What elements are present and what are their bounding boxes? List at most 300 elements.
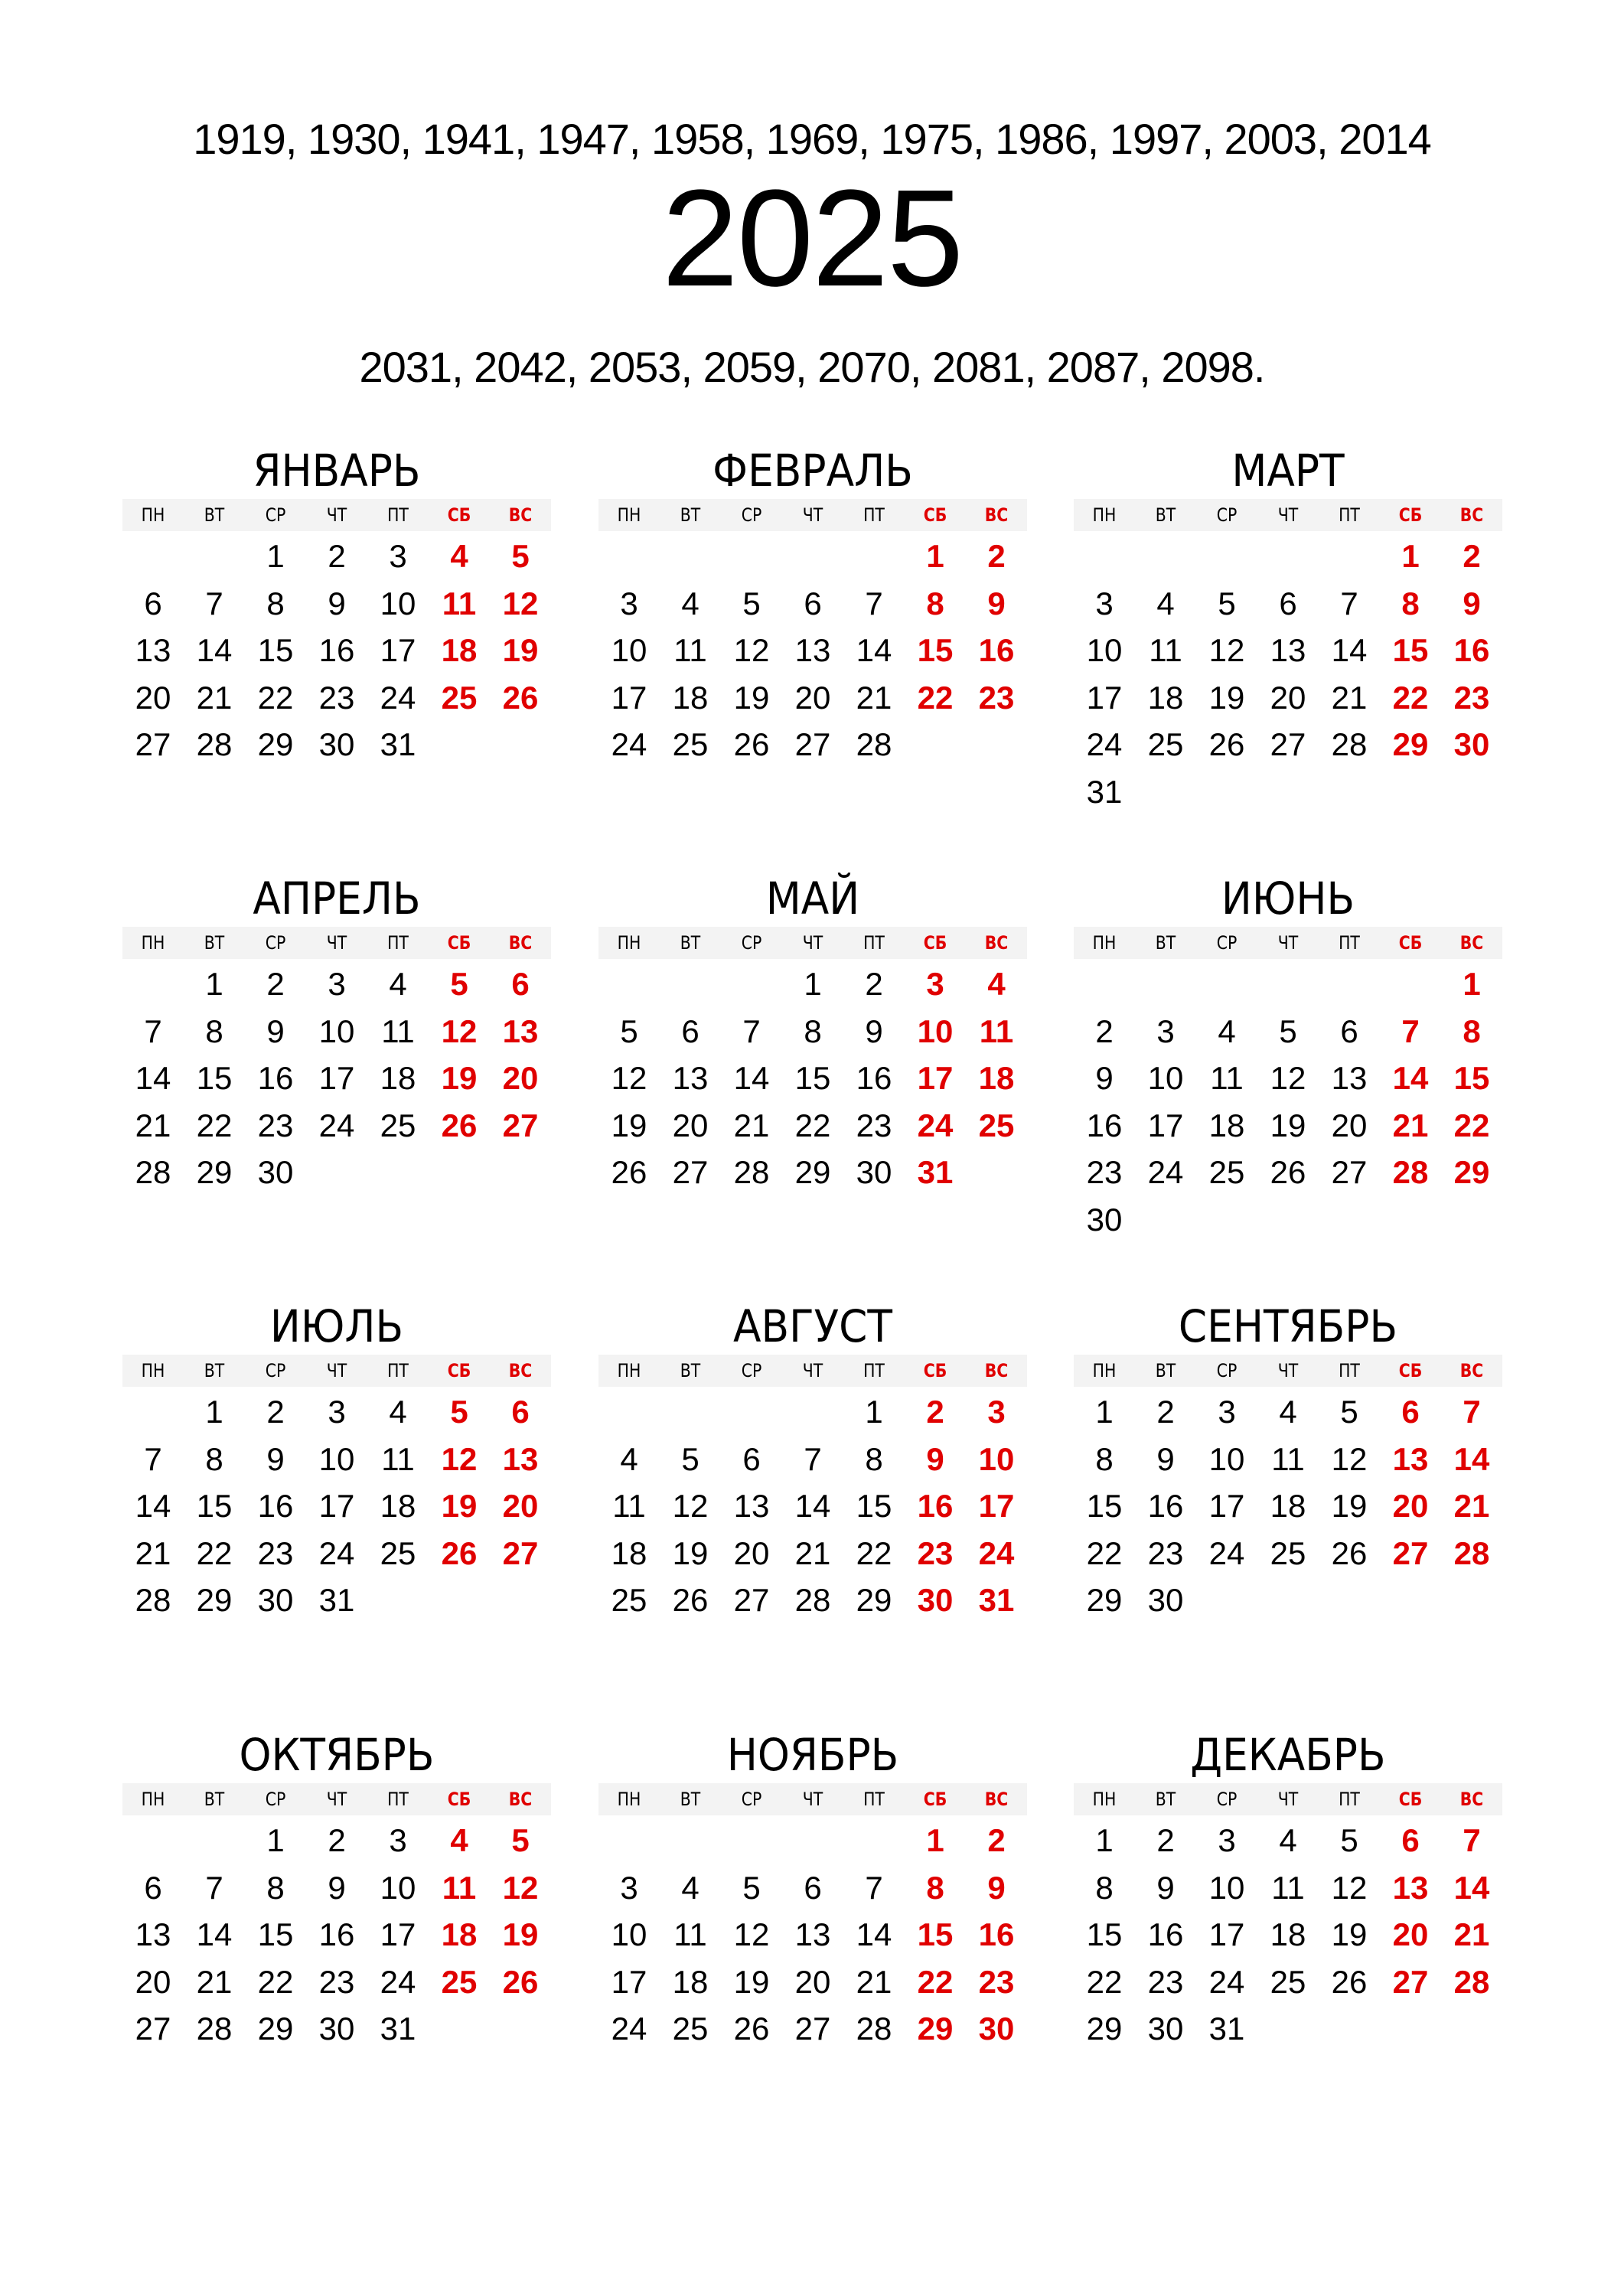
day-cell: 14 [135,1060,171,1096]
weekday-label: ВС [984,932,1009,954]
day-cell: 3 [389,1822,407,1858]
weekend-day-cell: 3 [926,966,944,1002]
weekend-day-cell: 10 [978,1440,1015,1477]
weekend-day-cell: 24 [917,1107,954,1143]
weekday-label: СБ [1398,1789,1423,1810]
weekend-day-cell: 11 [442,585,477,621]
day-cell: 26 [611,1154,647,1190]
month-block [122,1728,551,2053]
empty-day-cell [782,1388,843,1436]
day-cell: 6 [742,1440,761,1477]
weekday-label: ВС [1459,504,1484,526]
day-cell: 25 [380,1534,416,1571]
day-cell: 20 [135,1963,171,2000]
day-grid [122,533,551,768]
day-cell: 1 [1095,1822,1114,1858]
weekend-day-cell: 28 [1392,1154,1429,1190]
day-cell: 3 [389,538,407,574]
day-cell: 18 [380,1060,416,1096]
empty-day-cell [184,1817,245,1864]
day-cell: 6 [1340,1013,1358,1049]
day-cell: 28 [794,1582,831,1618]
day-cell: 2 [1156,1394,1175,1430]
day-cell: 22 [196,1534,233,1571]
weekday-label: СБ [1398,1360,1423,1381]
weekday-label: ЧТ [326,1360,347,1381]
day-cell: 3 [328,1394,346,1430]
weekend-day-cell: 17 [917,1060,954,1096]
day-cell: 26 [672,1582,709,1618]
weekday-label: ПТ [1339,932,1360,954]
day-cell: 31 [1086,773,1123,810]
weekend-day-cell: 1 [926,538,944,574]
weekday-header [1074,499,1502,531]
day-cell: 5 [1218,585,1236,621]
day-cell: 23 [318,1963,355,2000]
day-cell: 13 [794,632,831,668]
day-cell: 16 [318,632,355,668]
weekend-day-cell: 6 [1401,1822,1420,1858]
day-cell: 1 [205,1394,223,1430]
day-cell: 21 [856,1963,892,2000]
weekday-label: ВТ [1155,504,1176,526]
month-title: ФЕВРАЛЬ [713,445,913,497]
day-cell: 7 [144,1013,162,1049]
day-cell: 24 [611,726,647,762]
weekend-day-cell: 30 [978,2011,1015,2047]
weekday-header [598,927,1027,959]
weekday-label: ПН [617,504,641,526]
day-cell: 7 [1340,585,1358,621]
day-cell: 10 [611,632,647,668]
day-cell: 30 [1147,2011,1184,2047]
day-cell: 22 [257,679,294,716]
weekend-day-cell: 9 [926,1440,944,1477]
weekend-day-cell: 6 [511,966,530,1002]
day-cell: 23 [1147,1534,1184,1571]
day-cell: 18 [1208,1107,1245,1143]
day-cell: 5 [681,1440,699,1477]
day-cell: 18 [1147,679,1184,716]
month-block [598,1728,1027,2053]
weekend-day-cell: 7 [1463,1822,1481,1858]
weekday-label: ВТ [1155,1360,1176,1381]
day-cell: 10 [1147,1060,1184,1096]
day-cell: 20 [794,1963,831,2000]
day-cell: 14 [733,1060,770,1096]
weekday-label: СР [265,932,286,954]
day-cell: 18 [611,1534,647,1571]
day-cell: 4 [1279,1394,1297,1430]
day-cell: 5 [1340,1822,1358,1858]
weekend-day-cell: 25 [978,1107,1015,1143]
weekday-label: ПТ [863,1360,885,1381]
empty-day-cell [843,533,905,580]
empty-day-cell [660,960,721,1008]
weekday-label: ВТ [204,1360,225,1381]
weekend-day-cell: 15 [1392,632,1429,668]
weekend-day-cell: 12 [441,1013,478,1049]
day-cell: 6 [681,1013,699,1049]
weekend-day-cell: 21 [1453,1488,1490,1524]
weekend-day-cell: 26 [441,1107,478,1143]
day-cell: 1 [804,966,822,1002]
weekday-label: ВТ [680,504,701,526]
day-cell: 15 [1086,1488,1123,1524]
weekday-label: ПТ [1339,504,1360,526]
day-cell: 24 [380,1963,416,2000]
weekday-label: СБ [1398,504,1423,526]
day-cell: 8 [205,1013,223,1049]
weekend-day-cell: 3 [987,1394,1006,1430]
day-cell: 13 [1331,1060,1368,1096]
month-title: МАРТ [1231,445,1345,497]
day-cell: 23 [1086,1154,1123,1190]
weekday-header [122,499,551,531]
day-cell: 24 [318,1107,355,1143]
day-cell: 27 [135,726,171,762]
weekday-label: ПТ [863,1789,885,1810]
month-block [122,872,551,1196]
weekend-day-cell: 23 [1453,679,1490,716]
weekend-day-cell: 28 [1453,1963,1490,2000]
day-cell: 12 [733,632,770,668]
weekend-day-cell: 18 [441,1916,478,1952]
month-block [122,444,551,768]
month-title: ДЕКАБРЬ [1190,1729,1386,1781]
weekday-header [598,1355,1027,1387]
weekday-label: ВС [508,1360,533,1381]
weekday-label: ЧТ [802,1360,823,1381]
day-cell: 1 [266,538,285,574]
day-cell: 28 [135,1582,171,1618]
weekday-label: СБ [447,1789,471,1810]
day-cell: 28 [135,1154,171,1190]
day-cell: 10 [318,1013,355,1049]
day-cell: 21 [196,679,233,716]
day-cell: 14 [856,1916,892,1952]
weekday-label: ПН [1092,932,1117,954]
empty-day-cell [1196,960,1257,1008]
empty-day-cell [122,960,184,1008]
day-cell: 4 [389,966,407,1002]
weekend-day-cell: 31 [978,1582,1015,1618]
day-cell: 22 [1086,1963,1123,2000]
day-cell: 13 [672,1060,709,1096]
weekend-day-cell: 15 [917,1916,954,1952]
day-cell: 28 [856,2011,892,2047]
day-cell: 7 [865,585,883,621]
day-cell: 13 [1270,632,1306,668]
weekend-day-cell: 20 [502,1488,539,1524]
day-cell: 6 [1279,585,1297,621]
day-cell: 21 [733,1107,770,1143]
weekend-day-cell: 5 [450,966,468,1002]
day-grid [1074,533,1502,815]
month-title: ОКТЯБРЬ [239,1729,435,1781]
day-cell: 23 [257,1534,294,1571]
empty-day-cell [782,533,843,580]
empty-day-cell [782,1817,843,1864]
weekday-label: ПТ [387,504,409,526]
day-cell: 19 [1208,679,1245,716]
weekend-day-cell: 2 [1463,538,1481,574]
weekend-day-cell: 27 [1392,1963,1429,2000]
day-grid [1074,1817,1502,2053]
weekend-day-cell: 8 [1401,585,1420,621]
month-block [1074,444,1502,815]
weekday-label: СБ [923,1360,947,1381]
weekend-day-cell: 28 [1453,1534,1490,1571]
month-block [1074,872,1502,1243]
weekend-day-cell: 31 [917,1154,954,1190]
day-cell: 12 [611,1060,647,1096]
day-cell: 29 [196,1582,233,1618]
empty-day-cell [598,960,660,1008]
day-cell: 19 [733,679,770,716]
weekday-label: ЧТ [1277,932,1299,954]
weekend-day-cell: 17 [978,1488,1015,1524]
day-cell: 4 [1218,1013,1236,1049]
day-grid [122,960,551,1196]
day-cell: 4 [389,1394,407,1430]
day-cell: 2 [328,538,346,574]
day-cell: 20 [135,679,171,716]
weekend-day-cell: 19 [502,1916,539,1952]
weekday-label: СР [741,932,762,954]
day-cell: 24 [1208,1534,1245,1571]
day-cell: 6 [804,585,822,621]
empty-day-cell [660,1388,721,1436]
day-cell: 15 [1086,1916,1123,1952]
weekday-header [598,499,1027,531]
weekend-day-cell: 1 [1463,966,1481,1002]
day-cell: 13 [733,1488,770,1524]
day-cell: 29 [856,1582,892,1618]
day-cell: 10 [1208,1869,1245,1906]
weekday-label: ВС [984,1360,1009,1381]
month-block [598,444,1027,768]
weekend-day-cell: 16 [1453,632,1490,668]
day-cell: 14 [1331,632,1368,668]
empty-day-cell [122,1817,184,1864]
weekday-label: ПТ [1339,1360,1360,1381]
empty-day-cell [1135,533,1196,580]
empty-day-cell [184,533,245,580]
empty-day-cell [721,1388,782,1436]
empty-day-cell [598,533,660,580]
weekday-label: ЧТ [326,504,347,526]
month-title: АВГУСТ [732,1300,893,1352]
empty-day-cell [1380,960,1441,1008]
day-cell: 17 [1147,1107,1184,1143]
day-cell: 12 [672,1488,709,1524]
weekday-label: ЧТ [1277,1789,1299,1810]
day-cell: 9 [1095,1060,1114,1096]
day-cell: 30 [257,1582,294,1618]
day-cell: 10 [318,1440,355,1477]
day-cell: 6 [144,585,162,621]
weekday-label: ПТ [387,932,409,954]
weekday-label: ПН [141,932,165,954]
day-cell: 8 [865,1440,883,1477]
day-cell: 5 [1279,1013,1297,1049]
day-cell: 8 [266,585,285,621]
day-cell: 20 [672,1107,709,1143]
day-cell: 18 [1270,1916,1306,1952]
day-grid [122,1388,551,1624]
day-cell: 21 [135,1534,171,1571]
month-block [122,1300,551,1624]
day-cell: 7 [865,1869,883,1906]
day-cell: 22 [1086,1534,1123,1571]
weekend-day-cell: 26 [441,1534,478,1571]
day-cell: 5 [742,1869,761,1906]
weekday-label: ПН [1092,504,1117,526]
day-cell: 17 [1208,1916,1245,1952]
weekend-day-cell: 23 [917,1534,954,1571]
day-cell: 16 [1147,1488,1184,1524]
empty-day-cell [843,1817,905,1864]
day-cell: 9 [865,1013,883,1049]
day-cell: 22 [794,1107,831,1143]
weekday-label: СБ [923,932,947,954]
month-block [598,872,1027,1196]
weekday-label: ПТ [863,932,885,954]
month-title: ИЮНЬ [1221,872,1355,925]
weekend-day-cell: 25 [441,679,478,716]
weekend-day-cell: 27 [502,1534,539,1571]
weekend-day-cell: 16 [978,1916,1015,1952]
weekday-label: ПН [1092,1789,1117,1810]
day-cell: 28 [196,2011,233,2047]
day-cell: 5 [620,1013,638,1049]
day-cell: 19 [1331,1488,1368,1524]
day-cell: 15 [257,1916,294,1952]
day-grid [598,1388,1027,1624]
day-cell: 12 [733,1916,770,1952]
weekday-label: СР [741,1360,762,1381]
day-cell: 28 [733,1154,770,1190]
weekend-day-cell: 18 [978,1060,1015,1096]
weekend-day-cell: 23 [978,1963,1015,2000]
day-cell: 27 [794,726,831,762]
day-cell: 8 [1095,1440,1114,1477]
day-cell: 2 [328,1822,346,1858]
day-cell: 31 [380,726,416,762]
weekend-day-cell: 12 [441,1440,478,1477]
day-cell: 6 [804,1869,822,1906]
weekday-label: ПТ [1339,1789,1360,1810]
weekday-label: СР [1216,1789,1238,1810]
weekday-label: ВС [508,504,533,526]
weekend-day-cell: 26 [502,679,539,716]
weekday-label: ВС [984,1789,1009,1810]
weekday-label: ВТ [1155,1789,1176,1810]
weekend-day-cell: 30 [1453,726,1490,762]
day-cell: 29 [257,2011,294,2047]
day-cell: 4 [681,585,699,621]
day-cell: 14 [196,1916,233,1952]
weekday-label: ПТ [387,1360,409,1381]
weekend-day-cell: 8 [1463,1013,1481,1049]
weekday-label: СБ [447,1360,471,1381]
day-cell: 25 [1270,1963,1306,2000]
day-cell: 2 [1156,1822,1175,1858]
weekend-day-cell: 5 [511,538,530,574]
weekday-label: ЧТ [326,932,347,954]
day-grid [122,1817,551,2053]
weekday-label: СР [1216,1360,1238,1381]
month-title: НОЯБРЬ [726,1729,899,1781]
weekend-day-cell: 19 [441,1060,478,1096]
weekday-label: ПН [141,1360,165,1381]
day-cell: 8 [1095,1869,1114,1906]
day-cell: 26 [1331,1534,1368,1571]
day-cell: 28 [1331,726,1368,762]
day-cell: 30 [257,1154,294,1190]
day-cell: 12 [1331,1869,1368,1906]
day-cell: 10 [611,1916,647,1952]
empty-day-cell [1074,960,1135,1008]
weekend-day-cell: 9 [1463,585,1481,621]
weekend-day-cell: 15 [1453,1060,1490,1096]
weekend-day-cell: 20 [502,1060,539,1096]
day-cell: 24 [318,1534,355,1571]
day-cell: 5 [1340,1394,1358,1430]
weekend-day-cell: 14 [1453,1440,1490,1477]
day-cell: 16 [257,1060,294,1096]
day-cell: 24 [380,679,416,716]
day-cell: 14 [135,1488,171,1524]
day-cell: 27 [794,2011,831,2047]
month-block [1074,1728,1502,2053]
weekend-day-cell: 9 [987,585,1006,621]
weekend-day-cell: 22 [1392,679,1429,716]
weekend-day-cell: 14 [1392,1060,1429,1096]
day-cell: 11 [381,1013,415,1049]
day-cell: 7 [144,1440,162,1477]
day-cell: 25 [672,726,709,762]
day-cell: 23 [318,679,355,716]
day-cell: 25 [1208,1154,1245,1190]
day-cell: 15 [196,1060,233,1096]
day-grid [598,960,1027,1196]
day-cell: 17 [318,1488,355,1524]
weekend-day-cell: 13 [502,1013,539,1049]
weekday-header [122,1355,551,1387]
weekend-day-cell: 10 [917,1013,954,1049]
weekday-header [598,1783,1027,1815]
weekday-header [1074,927,1502,959]
day-cell: 27 [1331,1154,1368,1190]
day-cell: 6 [144,1869,162,1906]
day-cell: 5 [742,585,761,621]
day-cell: 14 [794,1488,831,1524]
weekday-header [1074,1355,1502,1387]
weekday-label: ПН [617,1789,641,1810]
weekend-day-cell: 19 [441,1488,478,1524]
day-cell: 16 [318,1916,355,1952]
day-cell: 26 [733,726,770,762]
day-cell: 22 [196,1107,233,1143]
day-cell: 12 [1270,1060,1306,1096]
equivalent-years-after: 2031, 2042, 2053, 2059, 2070, 2081, 2087, 2098. [359,343,1265,391]
weekend-day-cell: 21 [1392,1107,1429,1143]
weekend-day-cell: 26 [502,1963,539,2000]
weekday-label: ЧТ [1277,1360,1299,1381]
weekend-day-cell: 9 [987,1869,1006,1906]
